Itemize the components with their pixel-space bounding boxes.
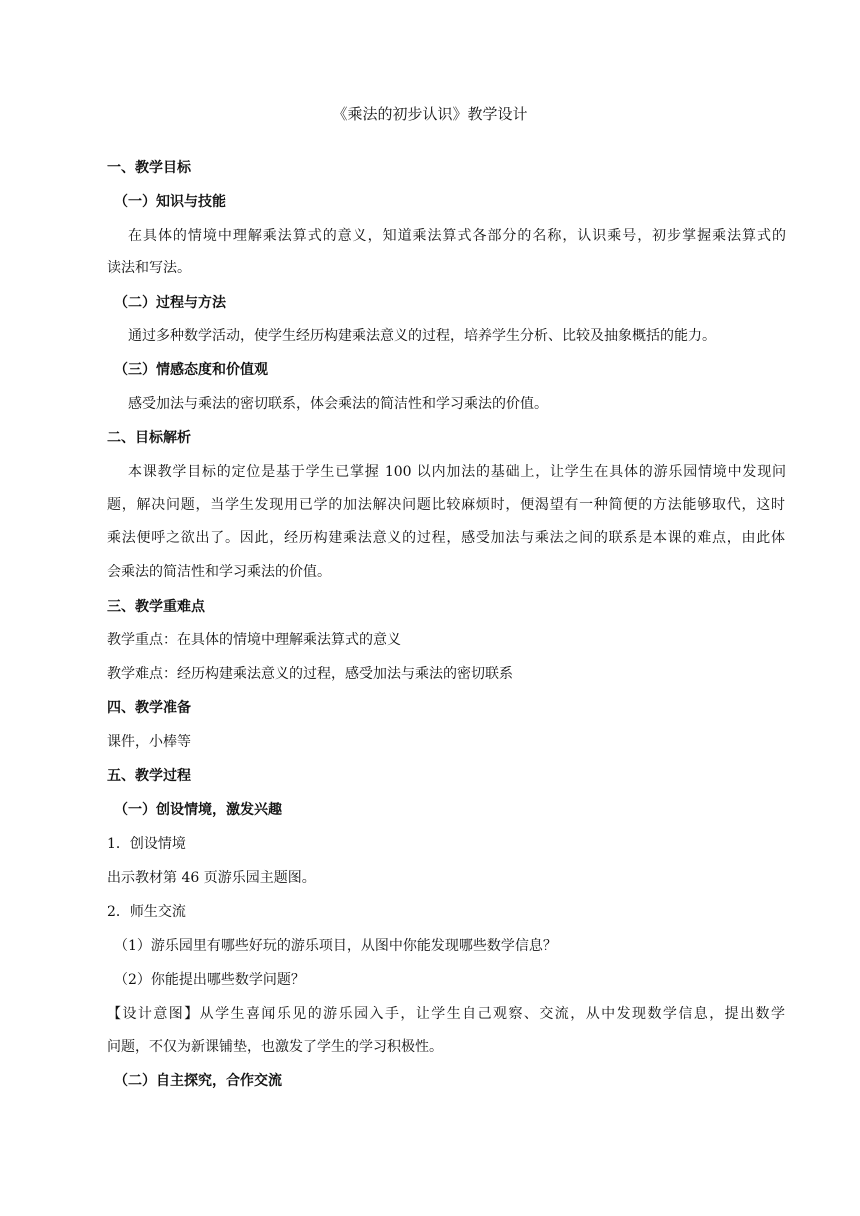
question-2: （2）你能提出哪些数学问题？ — [114, 972, 305, 988]
subheading-knowledge-skills: （一）知识与技能 — [114, 194, 226, 210]
step-create-situation-text: 出示教材第 46 页游乐园主题图。 — [107, 870, 316, 886]
section-heading-preparation: 四、教学准备 — [107, 700, 191, 716]
analysis-line2: 题，解决问题，当学生发现用已学的加法解决问题比较麻烦时，便渴望有一种简便的方法能够取代，这时 — [107, 497, 785, 513]
question-1: （1）游乐园里有哪些好玩的游乐项目，从图中你能发现哪些数学信息？ — [114, 938, 557, 954]
analysis-line4: 会乘法的简洁性和学习乘法的价值。 — [107, 564, 331, 580]
analysis-line1: 本课教学目标的定位是基于学生已掌握 100 以内加法的基础上，让学生在具体的游乐园情境中发现问 — [128, 464, 786, 480]
key-point-line: 教学重点：在具体的情境中理解乘法算式的意义 — [107, 632, 401, 648]
design-intent-line1: 【设计意图】从学生喜闻乐见的游乐园入手，让学生自己观察、交流，从中发现数学信息，提出数学 — [107, 1006, 785, 1022]
document-title: 《乘法的初步认识》教学设计 — [332, 105, 528, 123]
subheading-attitude-values: （三）情感态度和价值观 — [114, 362, 268, 378]
design-intent-line2: 问题，不仅为新课铺垫，也激发了学生的学习积极性。 — [107, 1039, 443, 1055]
section-heading-analysis: 二、目标解析 — [107, 430, 191, 446]
paragraph-attitude: 感受加法与乘法的密切联系，体会乘法的简洁性和学习乘法的价值。 — [128, 396, 548, 412]
difficulty-line: 教学难点：经历构建乘法意义的过程，感受加法与乘法的密切联系 — [107, 666, 513, 682]
section-heading-objectives: 一、教学目标 — [107, 160, 191, 176]
step-teacher-student-exchange: 2．师生交流 — [107, 904, 186, 920]
subheading-explore-cooperate: （二）自主探究，合作交流 — [114, 1073, 282, 1089]
analysis-line3: 乘法便呼之欲出了。因此，经历构建乘法意义的过程，感受加法与乘法之间的联系是本课的难点，由此体 — [107, 530, 785, 546]
step-create-situation: 1．创设情境 — [107, 836, 186, 852]
section-heading-key-points: 三、教学重难点 — [107, 599, 205, 615]
section-heading-process: 五、教学过程 — [107, 768, 191, 784]
subheading-process-method: （二）过程与方法 — [114, 295, 226, 311]
paragraph-process: 通过多种数学活动，使学生经历构建乘法意义的过程，培养学生分析、比较及抽象概括的能力。 — [128, 328, 716, 344]
preparation-line: 课件，小棒等 — [107, 734, 191, 750]
subheading-create-situation: （一）创设情境，激发兴趣 — [114, 802, 282, 818]
paragraph-knowledge-line2: 读法和写法。 — [107, 260, 191, 276]
paragraph-knowledge-line1: 在具体的情境中理解乘法算式的意义，知道乘法算式各部分的名称，认识乘号，初步掌握乘法算式的 — [128, 228, 786, 244]
